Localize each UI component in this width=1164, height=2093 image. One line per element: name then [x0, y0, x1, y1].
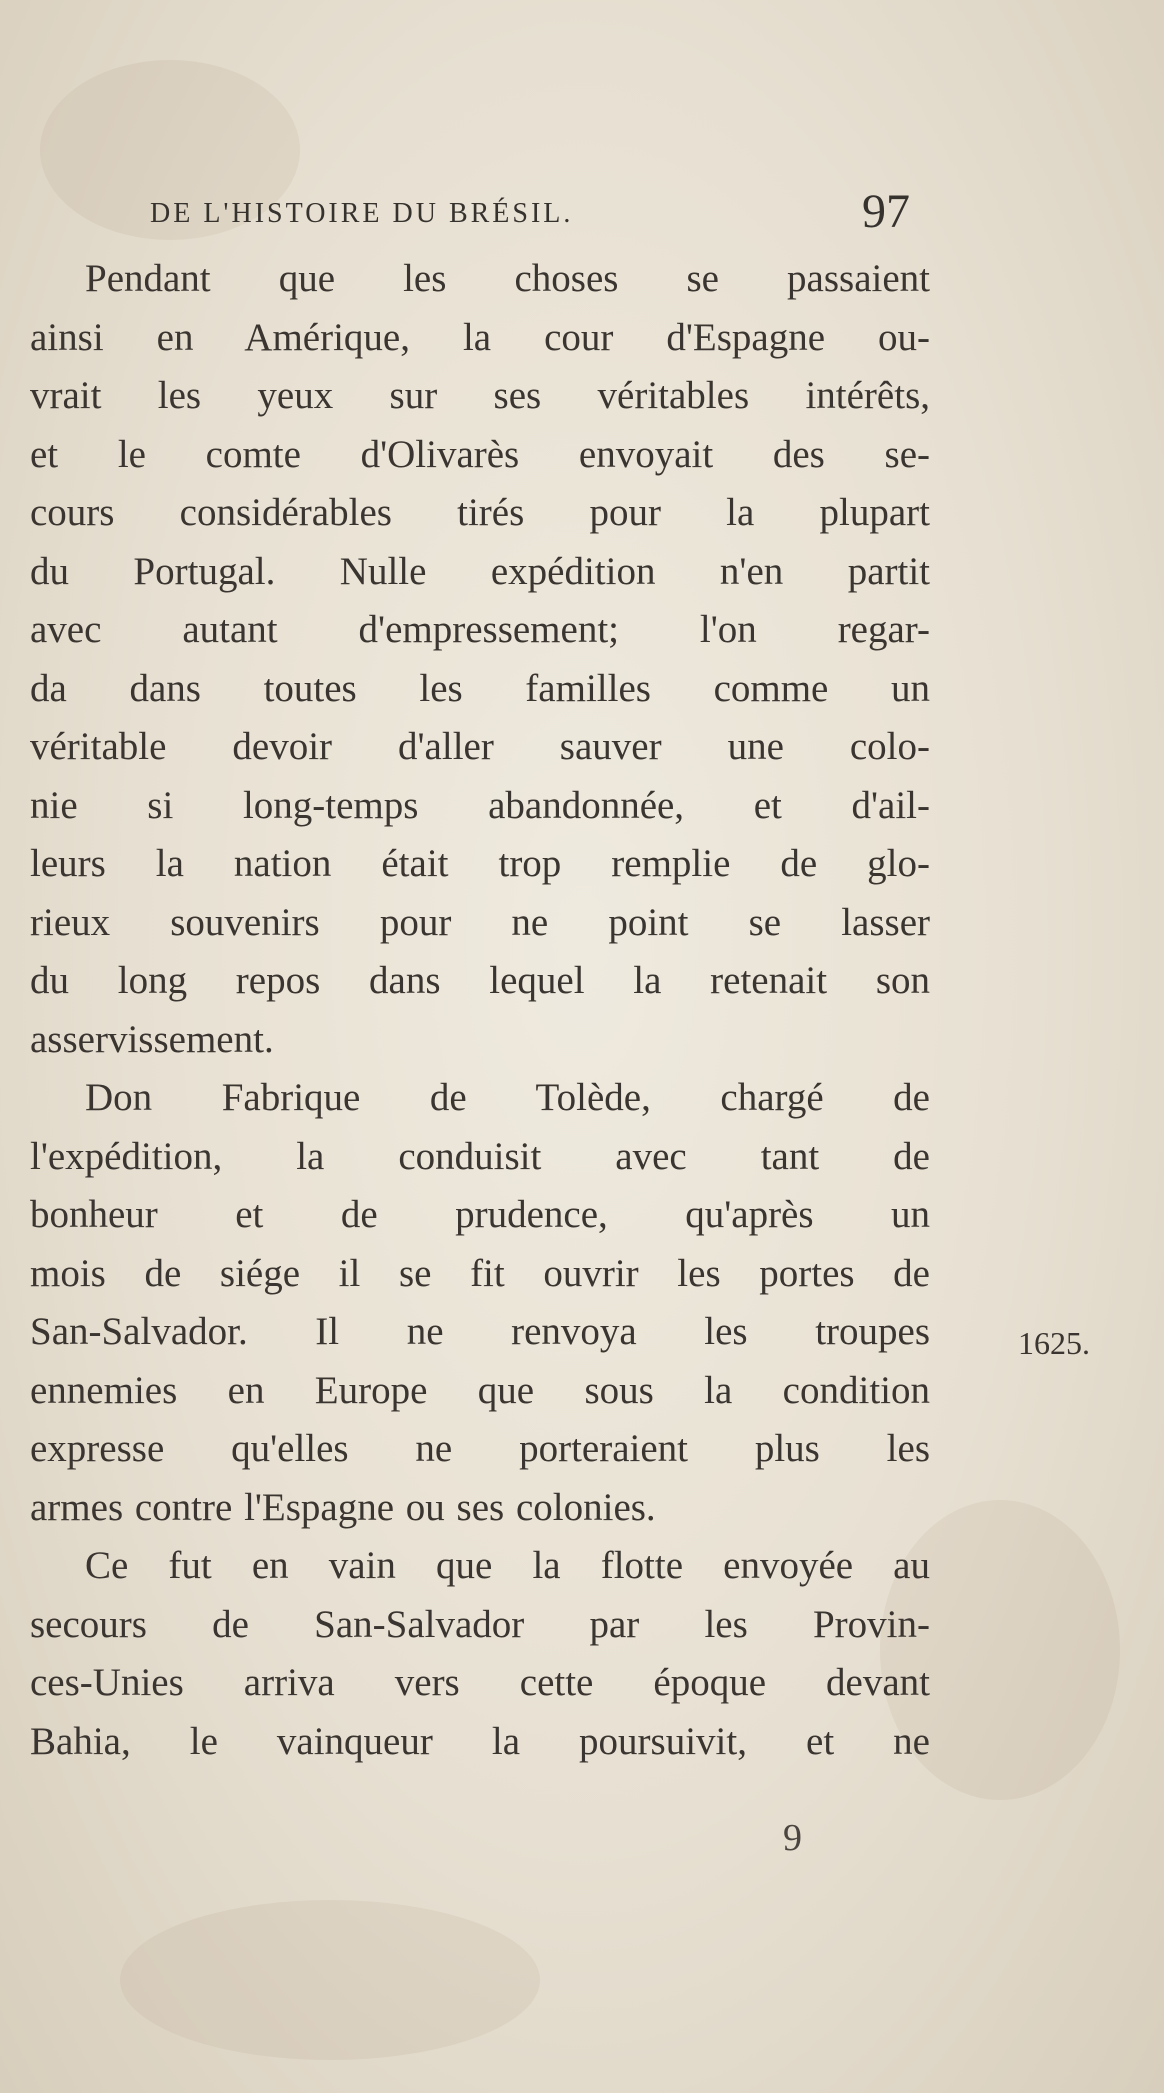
text-line: rieux souvenirs pour ne point se lasser [30, 900, 930, 944]
text-line: ces-Unies arriva vers cette époque devant [30, 1661, 930, 1704]
paper-stain [120, 1900, 540, 2060]
text-line: Don Fabrique de Tolède, chargé de [85, 1076, 930, 1119]
text-line: mois de siége il se fit ouvrir les portes de [30, 1251, 930, 1295]
text-line: da dans toutes les familles comme un [30, 666, 930, 710]
text-line: vrait les yeux sur ses véritables intérêts, [30, 374, 930, 417]
body-text [30, 250, 930, 1771]
text-line: véritable devoir d'aller sauver une colo- [30, 725, 930, 768]
text-line: bonheur et de prudence, qu'après un [30, 1193, 930, 1236]
text-line: expresse qu'elles ne porteraient plus les [30, 1427, 930, 1470]
text-line: ennemies en Europe que sous la condition [30, 1368, 930, 1412]
page-header [150, 185, 910, 248]
text-line: du Portugal. Nulle expédition n'en partit [30, 549, 930, 593]
text-line: secours de San-Salvador par les Provin- [30, 1602, 930, 1646]
text-line: Ce fut en vain que la flotte envoyée au [85, 1544, 930, 1587]
text-line: et le comte d'Olivarès envoyait des se- [30, 432, 930, 476]
text-line: Bahia, le vainqueur la poursuivit, et ne [30, 1719, 930, 1763]
text-line: San-Salvador. Il ne renvoya les troupes [30, 1310, 930, 1353]
text-line: du long repos dans lequel la retenait son [30, 959, 930, 1002]
text-line: asservissement. [30, 1017, 274, 1061]
page-number: 97 [862, 185, 910, 238]
margin-note-year: 1625. [1018, 1325, 1090, 1361]
text-line: armes contre l'Espagne ou ses colonies. [30, 1485, 656, 1529]
text-line: cours considérables tirés pour la plupart [30, 491, 930, 534]
running-head: DE L'HISTOIRE DU BRÉSIL. [150, 198, 574, 229]
text-line: l'expédition, la conduisit avec tant de [30, 1134, 930, 1178]
text-line: leurs la nation était trop remplie de glo- [30, 842, 930, 885]
signature-mark: 9 [783, 1817, 802, 1859]
text-line: ainsi en Amérique, la cour d'Espagne ou- [30, 315, 930, 359]
text-line: avec autant d'empressement; l'on regar- [30, 608, 930, 651]
text-line: nie si long-temps abandonnée, et d'ail- [30, 783, 930, 827]
text-line: Pendant que les choses se passaient [85, 257, 930, 300]
